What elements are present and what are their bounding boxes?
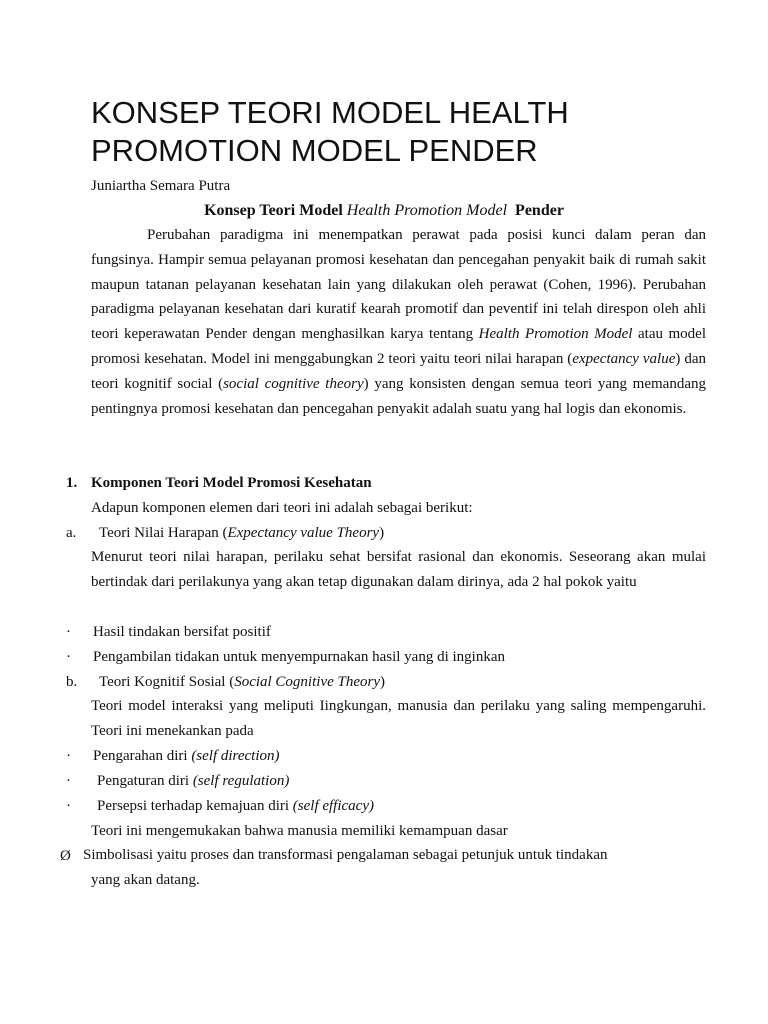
intro-text-2: atau model promosi kesehatan. Model ini menggabungkan 2 teori yaitu teori nilai harapan ( — [91, 326, 707, 367]
list-item-italic: (self direction) — [191, 748, 280, 764]
intro-italic-1: Health Promotion Model — [478, 326, 633, 343]
item-a-post: ) — [379, 525, 385, 541]
list-item-italic: (self efficacy) — [292, 798, 374, 814]
document-title: KONSEP TEORI MODEL HEALTH PROMOTION MODEL PENDER — [91, 95, 569, 168]
item-b-closing: Teori ini mengemukakan bahwa manusia memiliki kemampuan dasar — [91, 823, 508, 839]
bullet-marker: · — [66, 649, 71, 665]
list-item-text: Pengaturan diri — [97, 773, 193, 789]
section-number: 1. — [66, 475, 78, 491]
item-a-body: Menurut teori nilai harapan, perilaku sehat bersifat rasional dan ekonomis. Seseorang akan mulai bertindak dari perilakunya yang akan tetap digunakan dalam dirinya, ada 2 hal pokok yaitu — [91, 549, 706, 590]
intro-italic-2: expectancy value — [572, 350, 676, 367]
intro-italic-3: social cognitive theory — [223, 375, 364, 392]
intro-text-4: ) yang konsisten dengan semua teori yang memandang pentingnya promosi kesehatan dan pencegahan penyakit adalah suatu yang hal logis dan ekonomis. — [91, 375, 706, 417]
list-item — [97, 769, 289, 793]
subtitle-italic: Health Promotion Model — [346, 202, 508, 219]
symbolization-tail: yang akan datang. — [91, 871, 200, 888]
bullet-marker: · — [66, 748, 71, 764]
document-subtitle — [0, 200, 768, 222]
item-a-pre: Teori Nilai Harapan ( — [99, 525, 228, 541]
subtitle-post: Pender — [507, 202, 564, 219]
list-item: Hasil tindakan bersifat positif — [93, 624, 271, 640]
symbolization-marker: Ø — [60, 848, 71, 864]
intro-text-1: Perubahan paradigma ini menempatkan perawat pada posisi kunci dalam peran dan fungsinya. Hampir semua pelayanan promosi kesehatan dan pencegahan penyakit baik di rumah sakit maupun tatanan pelayanan kesehatan lain yang dilakukan oleh perawat (Cohen, 1996). Perubahan paradigma pelayanan kesehatan dari kuratif kearah promotif dan peventif ini telah direspon oleh ahli teori keperawatan Pender dengan menghasilkan karya tentang — [91, 227, 706, 343]
item-b-italic: Social Cognitive Theory — [234, 674, 380, 690]
list-item — [93, 744, 279, 768]
symbolization-paragraph — [83, 843, 706, 893]
section-heading — [66, 471, 372, 495]
list-item-text: Persepsi terhadap kemajuan diri — [97, 798, 293, 814]
item-a-italic: Expectancy value Theory — [227, 525, 380, 541]
item-b-heading — [99, 670, 385, 694]
intro-paragraph — [91, 223, 706, 421]
item-a-heading — [99, 521, 384, 545]
list-item-text: Pengarahan diri — [93, 748, 192, 764]
section-title: Komponen Teori Model Promosi Kesehatan — [91, 475, 372, 491]
item-b-pre: Teori Kognitif Sosial ( — [99, 674, 235, 690]
bullet-marker: · — [66, 773, 71, 789]
bullet-marker: · — [66, 798, 71, 814]
item-b-post: ) — [380, 674, 385, 690]
author-name: Juniartha Semara Putra — [91, 178, 231, 194]
item-a-marker: a. — [66, 525, 77, 541]
subtitle-pre: Konsep Teori Model — [204, 202, 347, 219]
section-intro: Adapun komponen elemen dari teori ini adalah sebagai berikut: — [91, 500, 473, 516]
bullet-marker: · — [66, 624, 71, 640]
list-item: Pengambilan tidakan untuk menyempurnakan hasil yang di inginkan — [93, 649, 505, 665]
item-b-marker: b. — [66, 674, 78, 690]
symbolization-text: Simbolisasi yaitu proses dan transformasi pengalaman sebagai petunjuk untuk tindakan — [83, 847, 608, 863]
list-item — [97, 794, 374, 818]
item-b-body: Teori model interaksi yang meliputi Iingkungan, manusia dan perilaku yang saling mempengaruhi. Teori ini menekankan pada — [91, 698, 706, 739]
list-item-italic: (self regulation) — [192, 773, 290, 789]
intro-text-3: ) dan teori kognitif social ( — [91, 350, 706, 392]
